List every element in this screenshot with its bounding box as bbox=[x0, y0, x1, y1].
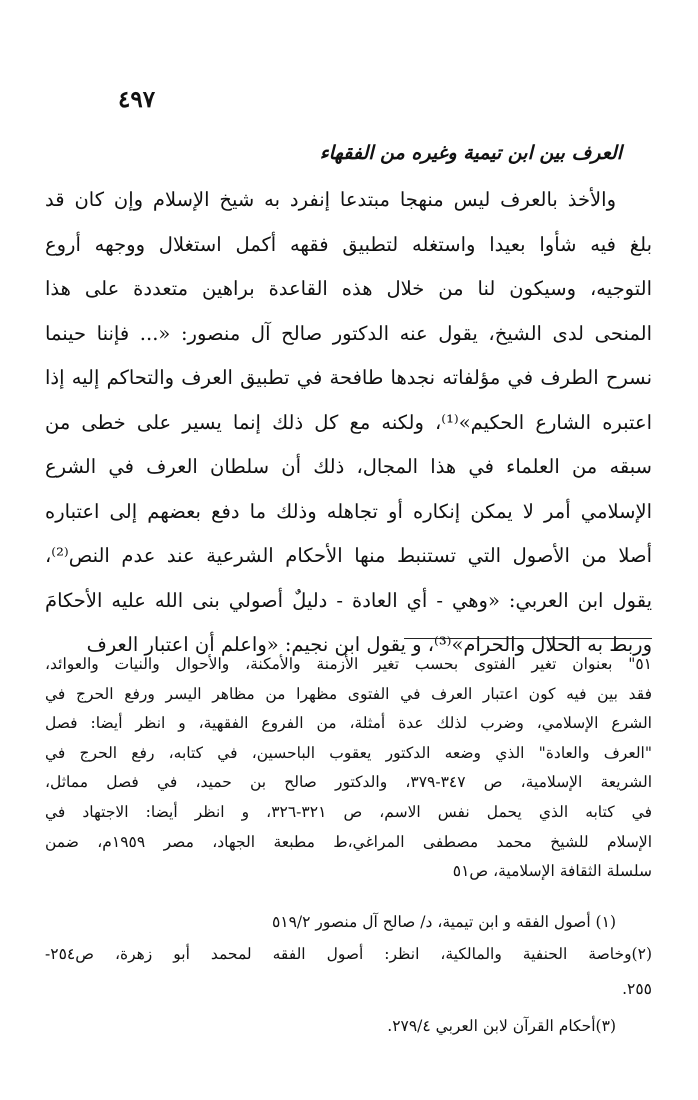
footnote-2: (٢)وخاصة الحنفية والمالكية، انظر: أصول الفقه لمحمد أبو زهرة، ص٢٥٤- bbox=[45, 945, 652, 963]
footnote-3: (٣)أحكام القرآن لابن العربي ٢٧٩/٤. bbox=[387, 1017, 616, 1035]
footnote-1: (١) أصول الفقه و ابن تيمية، د/ صالح آل منصور ٥١٩/٢ bbox=[271, 913, 616, 931]
paragraph-line: نسرح الطرف في مؤلفاته نجدها طافحة في تطبيق العرف والتحاكم إليه إذا bbox=[45, 366, 652, 389]
paragraph-line: اعتبره الشارع الحكيم»⁽¹⁾، ولكنه مع كل ذلك إنما يسير على خطى من bbox=[45, 410, 652, 434]
footnote-continuation bbox=[45, 650, 652, 887]
footnote-line: "العرف والعادة" الذي وضعه الدكتور يعقوب الباحسين، في كتابه، رفع الحرج في bbox=[45, 743, 652, 762]
paragraph-line: والأخذ بالعرف ليس منهجا مبتدعا إنفرد به شيخ الإسلام وإن كان قد bbox=[45, 188, 616, 211]
paragraph-line: يقول ابن العربي: «وهي - أي العادة - دليلٌ أصولي بنى الله عليه الأحكامَ bbox=[45, 588, 652, 612]
footnote-line: في كتابه الذي يحمل نفس الاسم، ص ٣٢١-٣٢٦، و انظر أيضا: الاجتهاد في bbox=[45, 802, 652, 821]
footnote-2-continuation: ٢٥٥. bbox=[622, 980, 652, 998]
footnote-line: الإسلام للشيخ محمد مصطفى المراغي،ط مطبعة الجهاد، مصر ١٩٥٩م، ضمن bbox=[45, 832, 652, 851]
footnote-line: الشرع الإسلامي، وضرب لذلك عدة أمثلة، من الفروع الفقهية، و انظر أيضا: فصل bbox=[45, 714, 652, 733]
running-head: العرف بين ابن تيمية وغيره من الفقهاء bbox=[319, 142, 622, 164]
paragraph-line: المنحى لدى الشيخ، يقول عنه الدكتور صالح آل منصور: «... فإننا حينما bbox=[45, 321, 652, 345]
paragraph-line: التوجيه، وسيكون لنا من خلال هذه القاعدة براهين متعددة على هذا bbox=[45, 277, 652, 300]
footnote-line: ٥١" بعنوان تغير الفتوى بحسب تغير الأزمنة والأمكنة، والأحوال والنيات والعوائد، bbox=[45, 655, 652, 673]
footnotes-list bbox=[45, 905, 652, 1043]
paragraph-line: سبقه من العلماء في هذا المجال، ذلك أن سلطان العرف في الشرع bbox=[45, 455, 652, 478]
main-paragraph bbox=[45, 178, 652, 668]
paragraph-line: وربط به الحلال والحرام»⁽³⁾، و يقول ابن نجيم: «واعلم أن اعتبار العرف bbox=[86, 633, 652, 656]
paragraph-line: الإسلامي أمر لا يمكن إنكاره أو تجاهله وذلك ما دفع بعضهم إلى اعتباره bbox=[45, 499, 652, 523]
footnote-line: سلسلة الثقافة الإسلامية، ص٥١ bbox=[452, 862, 652, 881]
footnote-separator bbox=[404, 638, 652, 639]
paragraph-line: بلغ فيه شأوا بعيدا واستغله لتطبيق فقهه أكمل استغلال ووجهه أروع bbox=[45, 232, 652, 256]
footnote-line: الشريعة الإسلامية، ص ٣٤٧-٣٧٩، والدكتور صالح بن حميد، في فصل مماثل، bbox=[45, 773, 652, 792]
footnote-line: فقد بين فيه كون اعتبار العرف في الفتوى مظهرا من مظاهر اليسر ورفع الحرج في bbox=[45, 684, 652, 703]
paragraph-line: أصلا من الأصول التي تستنبط منها الأحكام الشرعية عند عدم النص⁽²⁾، bbox=[45, 544, 652, 567]
page-number: ٤٩٧ bbox=[118, 86, 156, 113]
